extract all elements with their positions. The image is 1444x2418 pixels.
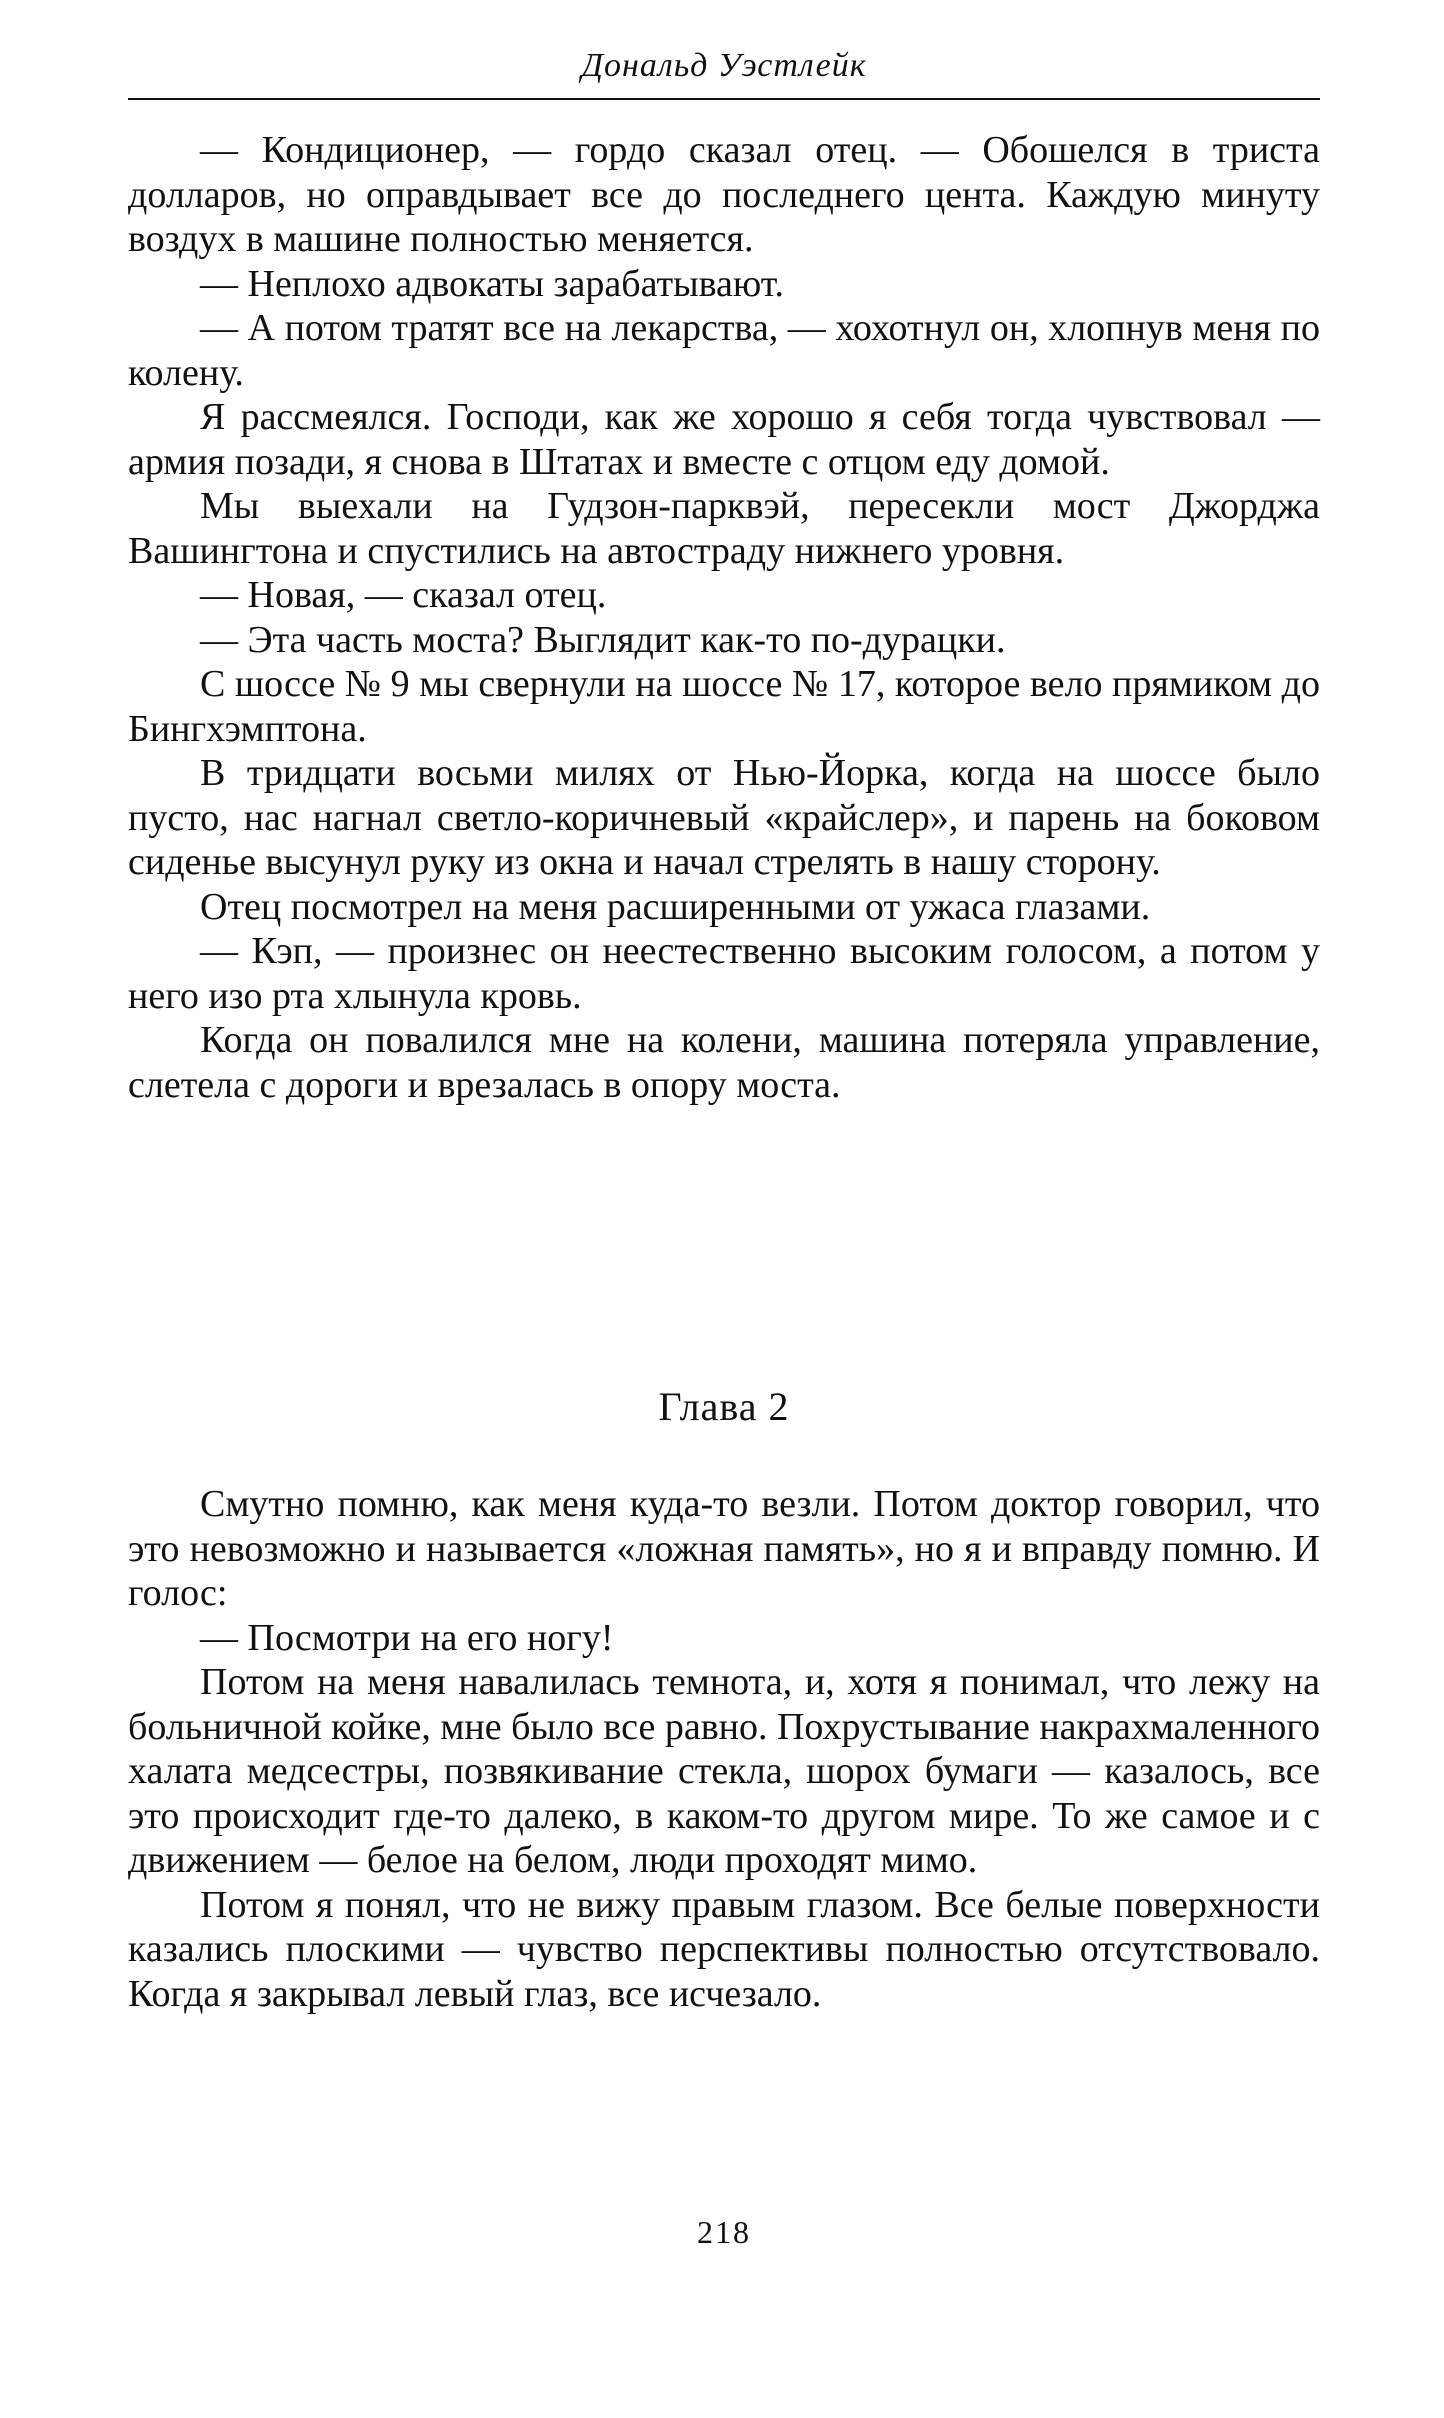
- paragraph: — Новая, — сказал отец.: [200, 574, 607, 616]
- header-rule: [128, 98, 1320, 100]
- paragraph: Потом на меня навалилась темнота, и, хотя я понимал, что лежу на больничной койке, мне было все равно. Похрустывание накрахмаленного халата медсестры, позвякивание стекла, шорох бумаги — казалось, все это происходит где-то далеко, в каком-то другом мире. То же самое и с движением — белое на белом, люди проходят мимо.: [128, 1661, 1320, 1881]
- paragraph: Мы выехали на Гудзон-парквэй, пересекли мост Джорджа Вашингтона и спустились на автостраду нижнего уровня.: [128, 485, 1320, 572]
- paragraph: В тридцати восьми милях от Нью-Йорка, когда на шоссе было пусто, нас нагнал светло-коричневый «крайслер», и парень на боковом сиденье высунул руку из окна и начал стрелять в нашу сторону.: [128, 752, 1320, 883]
- paragraph: — А потом тратят все на лекарства, — хохотнул он, хлопнув меня по колену.: [128, 307, 1320, 394]
- chapter-title: Глава 2: [658, 1384, 790, 1429]
- paragraph: Я рассмеялся. Господи, как же хорошо я себя тогда чувствовал — армия позади, я снова в Штатах и вместе с отцом еду домой.: [128, 396, 1320, 483]
- page-number: 218: [697, 2214, 751, 2250]
- paragraph: Когда он повалился мне на колени, машина потеряла управление, слетела с дороги и врезалась в опору моста.: [128, 1019, 1320, 1106]
- paragraph: — Эта часть моста? Выглядит как-то по-дурацки.: [200, 618, 1006, 661]
- paragraph: — Посмотри на его ногу!: [200, 1616, 614, 1659]
- paragraph: С шоссе № 9 мы свернули на шоссе № 17, которое вело прямиком до Бингхэмптона.: [128, 663, 1320, 750]
- text-after-chapter: [128, 1482, 1320, 2016]
- paragraph: — Неплохо адвокаты зарабатывают.: [200, 262, 785, 305]
- paragraph: Смутно помню, как меня куда-то везли. Потом доктор говорил, что это невозможно и называется «ложная память», но я и вправду помню. И голос:: [128, 1483, 1320, 1614]
- paragraph: — Кэп, — произнес он неестественно высоким голосом, а потом у него изо рта хлынула кровь.: [128, 930, 1320, 1017]
- paragraph: — Кондиционер, — гордо сказал отец. — Обошелся в триста долларов, но оправдывает все до последнего цента. Каждую минуту воздух в машине полностью меняется.: [128, 129, 1320, 260]
- paragraph: Потом я понял, что не вижу правым глазом. Все белые поверхности казались плоскими — чувство перспективы полностью отсутствовало. Когда я закрывал левый глаз, все исчезало.: [128, 1883, 1320, 2015]
- running-header: Дональд Уэстлейк: [581, 47, 867, 84]
- paragraph: Отец посмотрел на меня расширенными от ужаса глазами.: [200, 885, 1151, 928]
- text-before-chapter: [128, 128, 1320, 1107]
